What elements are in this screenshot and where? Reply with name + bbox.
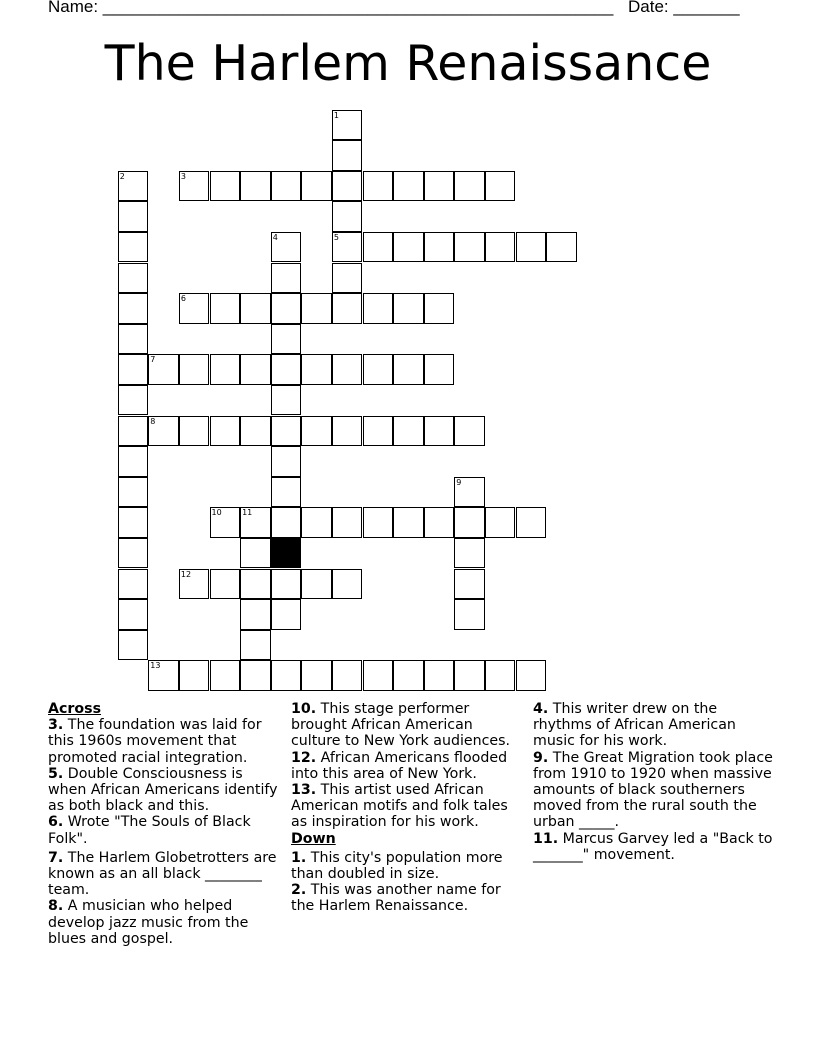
answer-cell[interactable] [240, 293, 271, 324]
answer-cell[interactable] [148, 660, 179, 691]
date-field[interactable]: Date: _______ [628, 0, 740, 16]
answer-cell[interactable] [516, 660, 547, 691]
across-clue: 13. This artist used African American motifs and folk tales as inspiration for his work. [291, 782, 508, 831]
down-heading: Down [291, 830, 336, 847]
answer-cell[interactable] [332, 507, 363, 538]
answer-cell[interactable] [485, 171, 516, 202]
clue-number: 6 [180, 294, 186, 304]
across-clue: 6. Wrote "The Souls of Black Folk". [48, 814, 251, 847]
answer-cell[interactable] [118, 477, 149, 508]
answer-cell[interactable] [271, 569, 302, 600]
answer-cell[interactable] [210, 569, 241, 600]
answer-cell[interactable] [118, 599, 149, 630]
clue-number: 7 [150, 355, 156, 365]
answer-cell[interactable] [271, 660, 302, 691]
clue-number: 2 [119, 171, 125, 181]
answer-cell[interactable] [271, 477, 302, 508]
answer-cell[interactable] [210, 354, 241, 385]
answer-cell[interactable] [240, 354, 271, 385]
answer-cell[interactable] [271, 232, 302, 263]
answer-cell[interactable] [210, 416, 241, 447]
answer-cell[interactable] [424, 232, 455, 263]
answer-cell[interactable] [332, 416, 363, 447]
answer-cell[interactable] [393, 171, 424, 202]
answer-cell[interactable] [210, 171, 241, 202]
clue-number: 12 [180, 569, 192, 579]
answer-cell[interactable] [516, 232, 547, 263]
answer-cell[interactable] [301, 660, 332, 691]
answer-cell[interactable] [179, 569, 210, 600]
answer-cell[interactable] [454, 232, 485, 263]
answer-cell[interactable] [118, 507, 149, 538]
answer-cell[interactable] [393, 293, 424, 324]
answer-cell[interactable] [393, 416, 424, 447]
answer-cell[interactable] [454, 599, 485, 630]
across-clue: 3. The foundation was laid for this 1960s movement that promoted racial integration. [48, 717, 262, 766]
answer-cell[interactable] [271, 171, 302, 202]
clue-column-2 [291, 701, 523, 915]
answer-cell[interactable] [118, 569, 149, 600]
answer-cell[interactable] [332, 293, 363, 324]
answer-cell[interactable] [454, 538, 485, 569]
answer-cell[interactable] [424, 660, 455, 691]
down-clue: 4. This writer drew on the rhythms of African American music for his work. [533, 701, 736, 750]
answer-cell[interactable] [393, 354, 424, 385]
answer-cell[interactable] [454, 416, 485, 447]
answer-cell[interactable] [546, 232, 577, 263]
down-clue: 1. This city's population more than doubled in size. [291, 849, 503, 883]
answer-cell[interactable] [485, 232, 516, 263]
answer-cell[interactable] [424, 507, 455, 538]
answer-cell[interactable] [118, 171, 149, 202]
answer-cell[interactable] [210, 507, 241, 538]
across-clue: 7. The Harlem Globetrotters are known as an all black ________ team. [48, 849, 277, 899]
answer-cell[interactable] [179, 660, 210, 691]
answer-cell[interactable] [118, 324, 149, 355]
answer-cell[interactable] [424, 293, 455, 324]
answer-cell[interactable] [240, 569, 271, 600]
answer-cell[interactable] [118, 446, 149, 477]
answer-cell[interactable] [363, 293, 394, 324]
answer-cell[interactable] [332, 660, 363, 691]
clue-number: 1 [333, 110, 339, 120]
clue-number: 4 [272, 232, 278, 242]
answer-cell[interactable] [240, 507, 271, 538]
answer-cell[interactable] [454, 569, 485, 600]
answer-cell[interactable] [271, 385, 302, 416]
clue-number: 9 [456, 477, 462, 487]
across-heading: Across [48, 701, 102, 717]
clue-number: 13 [150, 661, 161, 671]
answer-cell[interactable] [210, 293, 241, 324]
answer-cell[interactable] [179, 293, 210, 324]
name-field[interactable]: Name: ______________________________________________________ [48, 0, 614, 16]
answer-cell[interactable] [118, 416, 149, 447]
answer-cell[interactable] [485, 660, 516, 691]
across-clue: 10. This stage performer brought African American culture to New York audiences. [291, 701, 511, 750]
answer-cell[interactable] [240, 538, 271, 569]
answer-cell[interactable] [332, 140, 363, 171]
answer-cell[interactable] [301, 171, 332, 202]
clue-number: 10 [211, 508, 222, 518]
answer-cell[interactable] [363, 171, 394, 202]
down-clue: 9. The Great Migration took place from 1910 to 1920 when massive amounts of black southerners moved from the rural south the urban _____. [533, 749, 773, 831]
down-clue: 2. This was another name for the Harlem Renaissance. [291, 882, 501, 915]
answer-cell[interactable] [118, 354, 149, 385]
answer-cell[interactable] [332, 354, 363, 385]
answer-cell[interactable] [454, 507, 485, 538]
page-title: The Harlem Renaissance [104, 35, 712, 92]
answer-cell[interactable] [332, 569, 363, 600]
answer-cell[interactable] [301, 354, 332, 385]
answer-cell[interactable] [424, 416, 455, 447]
answer-cell[interactable] [179, 354, 210, 385]
answer-cell[interactable] [240, 599, 271, 630]
answer-cell[interactable] [148, 416, 179, 447]
answer-cell[interactable] [271, 599, 302, 630]
answer-cell[interactable] [332, 171, 363, 202]
answer-cell[interactable] [271, 446, 302, 477]
clue-number: 5 [333, 232, 339, 242]
answer-cell[interactable] [240, 660, 271, 691]
answer-cell[interactable] [363, 232, 394, 263]
answer-cell[interactable] [424, 171, 455, 202]
answer-cell[interactable] [118, 293, 149, 324]
clue-column-1 [48, 701, 280, 947]
answer-cell[interactable] [393, 660, 424, 691]
answer-cell[interactable] [332, 263, 363, 294]
answer-cell[interactable] [118, 630, 149, 661]
across-clue: 12. African Americans flooded into this area of New York. [291, 749, 508, 782]
answer-cell[interactable] [301, 507, 332, 538]
answer-cell[interactable] [393, 507, 424, 538]
answer-cell[interactable] [179, 416, 210, 447]
answer-cell[interactable] [454, 171, 485, 202]
answer-cell[interactable] [240, 416, 271, 447]
answer-cell[interactable] [485, 507, 516, 538]
answer-cell[interactable] [148, 354, 179, 385]
down-clue: 11. Marcus Garvey led a "Back to _______" movement. [533, 830, 773, 863]
answer-cell[interactable] [271, 507, 302, 538]
answer-cell[interactable] [454, 660, 485, 691]
answer-cell[interactable] [363, 507, 394, 538]
answer-cell[interactable] [332, 110, 363, 141]
clue-number: 11 [242, 508, 253, 518]
answer-cell[interactable] [210, 660, 241, 691]
answer-cell[interactable] [271, 324, 302, 355]
answer-cell[interactable] [271, 416, 302, 447]
answer-cell[interactable] [240, 630, 271, 661]
answer-cell[interactable] [454, 477, 485, 508]
across-clue: 8. A musician who helped develop jazz music from the blues and gospel. [48, 898, 249, 947]
clue-number: 3 [180, 171, 186, 181]
answer-cell[interactable] [393, 232, 424, 263]
answer-cell[interactable] [363, 354, 394, 385]
answer-cell[interactable] [301, 569, 332, 600]
answer-cell[interactable] [516, 507, 547, 538]
answer-cell[interactable] [118, 232, 149, 263]
answer-cell[interactable] [332, 201, 363, 232]
answer-cell[interactable] [118, 201, 149, 232]
answer-cell[interactable] [363, 660, 394, 691]
across-clue: 5. Double Consciousness is when African Americans identify as both black and this. [48, 765, 278, 815]
answer-cell[interactable] [271, 293, 302, 324]
answer-cell[interactable] [301, 416, 332, 447]
black-square [271, 538, 302, 569]
answer-cell[interactable] [363, 416, 394, 447]
answer-cell[interactable] [118, 263, 149, 294]
answer-cell[interactable] [118, 538, 149, 569]
answer-cell[interactable] [240, 171, 271, 202]
answer-cell[interactable] [271, 263, 302, 294]
answer-cell[interactable] [301, 293, 332, 324]
clue-column-3 [533, 701, 773, 863]
answer-cell[interactable] [179, 171, 210, 202]
answer-cell[interactable] [118, 385, 149, 416]
answer-cell[interactable] [332, 232, 363, 263]
answer-cell[interactable] [424, 354, 455, 385]
clue-number: 8 [150, 416, 156, 426]
answer-cell[interactable] [271, 354, 302, 385]
